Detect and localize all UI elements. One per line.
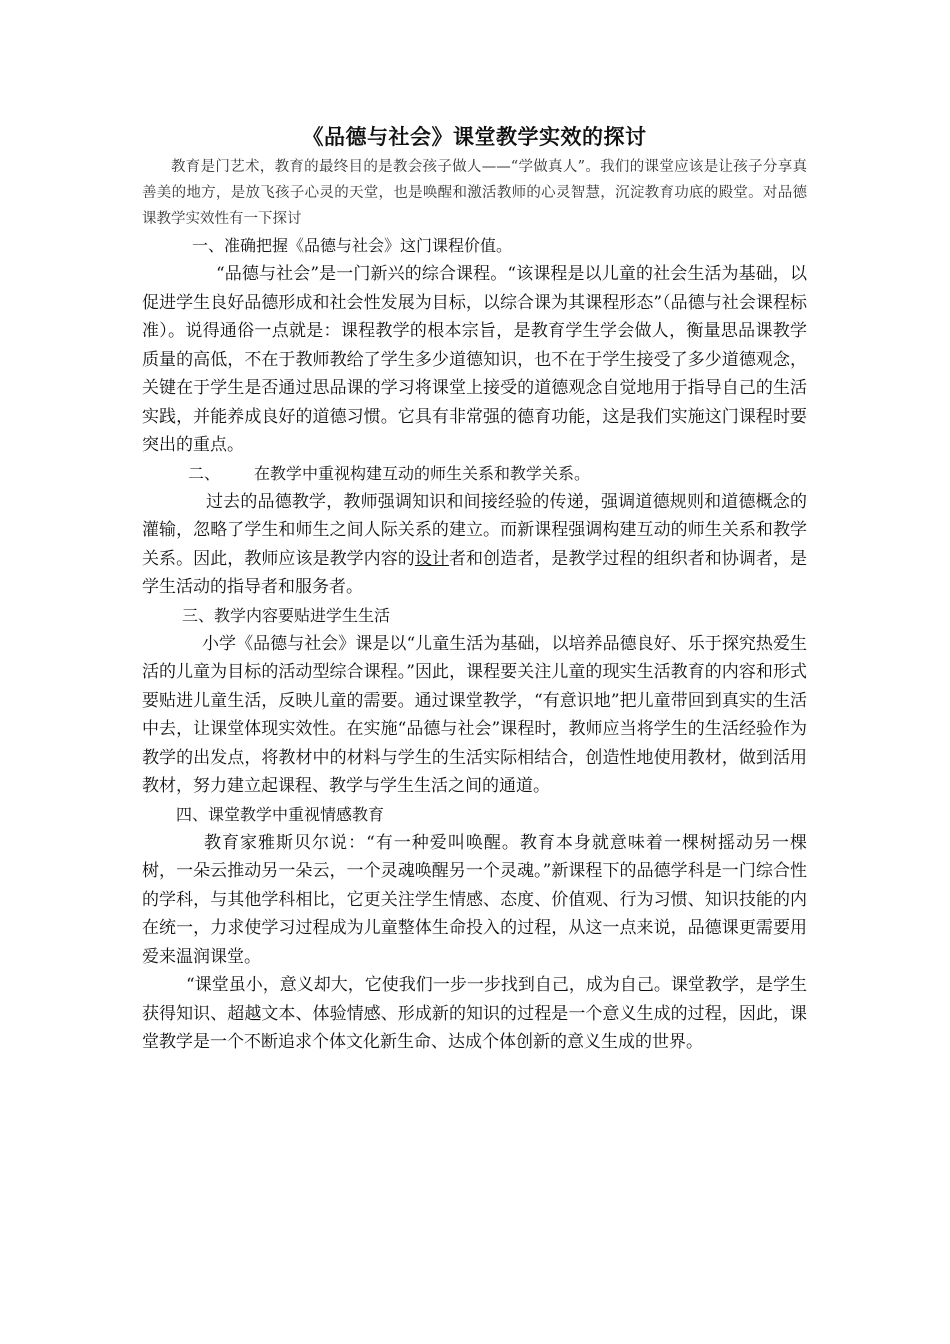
section-body-4: 教育家雅斯贝尔说：“有一种爱叫唤醒。教育本身就意味着一棵树摇动另一棵树，一朵云推动另一朵云，一个灵魂唤醒另一个灵魂。”新课程下的品德学科是一门综合性的学科，与其他学科相比，它更关注学生情感、态度、价值观、行为习惯、知识技能的内在统一，力求使学习过程成为儿童整体生命投入的过程，从这一点来说，品德课更需要用爱来温润课堂。 xyxy=(142,832,807,967)
document-title: 《品德与社会》课堂教学实效的探讨 xyxy=(302,124,647,149)
section-heading-2-text: 在教学中重视构建互动的师生关系和教学关系。 xyxy=(254,463,591,483)
section-heading-3: 三、教学内容要贴进学生生活 xyxy=(182,605,391,625)
section-heading-4: 四、课堂教学中重视情感教育 xyxy=(176,804,385,824)
section-heading-1: 一、准确把握《品德与社会》这门课程价值。 xyxy=(192,236,513,255)
intro-paragraph: 教育是门艺术，教育的最终目的是教会孩子做人——“学做真人”。我们的课堂应该是让孩子分享真善美的地方，是放飞孩子心灵的天堂，也是唤醒和激活教师的心灵智慧，沉淀教育功底的殿堂。对品德课教学实效性有一下探讨 xyxy=(142,159,807,227)
underlined-word: 设计 xyxy=(414,548,449,569)
section-heading-2 xyxy=(142,460,807,488)
section-body-1: “品德与社会”是一门新兴的综合课程。“该课程是以儿童的社会生活为基础，以促进学生良好品德形成和社会性发展为目标，以综合课为其课程形态”（品德与社会课程标准）。说得通俗一点就是：课程教学的根本宗旨，是教育学生学会做人，衡量思品课教学质量的高低，不在于教师教给了学生多少道德知识，也不在于学生接受了多少道德观念，关键在于学生是否通过思品课的学习将课堂上接受的道德观念自觉地用于指导自己的生活实践，并能养成良好的道德习惯。它具有非常强的德育功能，这是我们实施这门课程时要突出的重点。 xyxy=(142,264,807,455)
document-page xyxy=(142,122,807,1057)
section-body-4b: “课堂虽小，意义却大，它使我们一步一步找到自己，成为自己。课堂教学，是学生获得知识、超越文本、体验情感、形成新的知识的过程是一个意义生成的过程，因此，课堂教学是一个不断追求个体文化新生命、达成个体创新的意义生成的世界。 xyxy=(142,975,807,1052)
section-body-3: 小学《品德与社会》课是以“儿童生活为基础，以培养品德良好、乐于探究热爱生活的儿童为目标的活动型综合课程。”因此，课程要关注儿童的现实生活教育的内容和形式要贴进儿童生活，反映儿童的需要。通过课堂教学，“有意识地”把儿童带回到真实的生活中去，让课堂体现实效性。在实施“品德与社会”课程时，教师应当将学生的生活经验作为教学的出发点，将教材中的材料与学生的生活实际相结合，创造性地使用教材，做到活用教材，努力建立起课程、教学与学生生活之间的通道。 xyxy=(142,633,807,796)
section-body-2-part1: 过去的品德教学，教师强调知识和间接经验的传递，强调道德规则和道德概念的灌输，忽略了学生和师生之间人际关系的建立。而新课程强调构建互动的师生关系和教学关系。因此，教师应该是教学内容的 xyxy=(142,491,807,569)
section-body-2 xyxy=(142,488,807,602)
section-body-2-part2: 者和创造者，是教学过程的组织者和协调者，是学生活动的指导者和服务者。 xyxy=(142,548,808,597)
section-number-2: 二、 xyxy=(188,463,221,483)
